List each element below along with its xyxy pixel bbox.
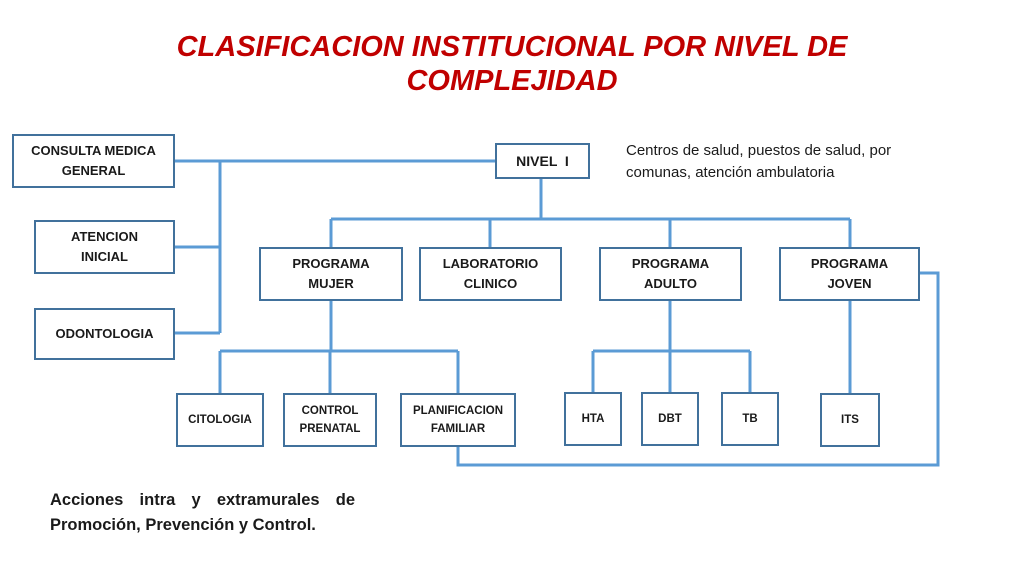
box-planificacion-familiar: PLANIFICACION FAMILIAR: [400, 393, 516, 447]
box-nivel-i: NIVEL I: [495, 143, 590, 179]
box-hta: HTA: [564, 392, 622, 446]
box-atencion-inicial: ATENCION INICIAL: [34, 220, 175, 274]
box-tb: TB: [721, 392, 779, 446]
box-consulta-medica-general: CONSULTA MEDICA GENERAL: [12, 134, 175, 188]
title-line-2: COMPLEJIDAD: [406, 65, 618, 97]
box-its: ITS: [820, 393, 880, 447]
box-control-prenatal: CONTROL PRENATAL: [283, 393, 377, 447]
box-programa-mujer: PROGRAMA MUJER: [259, 247, 403, 301]
title-line-1: CLASIFICACION INSTITUCIONAL POR NIVEL DE: [176, 31, 848, 63]
box-dbt: DBT: [641, 392, 699, 446]
box-programa-adulto: PROGRAMA ADULTO: [599, 247, 742, 301]
nivel-description: Centros de salud, puestos de salud, por comunas, atención ambulatoria: [626, 142, 892, 181]
box-odontologia: ODONTOLOGIA: [34, 308, 175, 360]
footer-note: Acciones intra y extramurales de Promoción, Prevención y Control.: [50, 491, 355, 534]
box-citologia: CITOLOGIA: [176, 393, 264, 447]
box-laboratorio-clinico: LABORATORIO CLINICO: [419, 247, 562, 301]
box-programa-joven: PROGRAMA JOVEN: [779, 247, 920, 301]
